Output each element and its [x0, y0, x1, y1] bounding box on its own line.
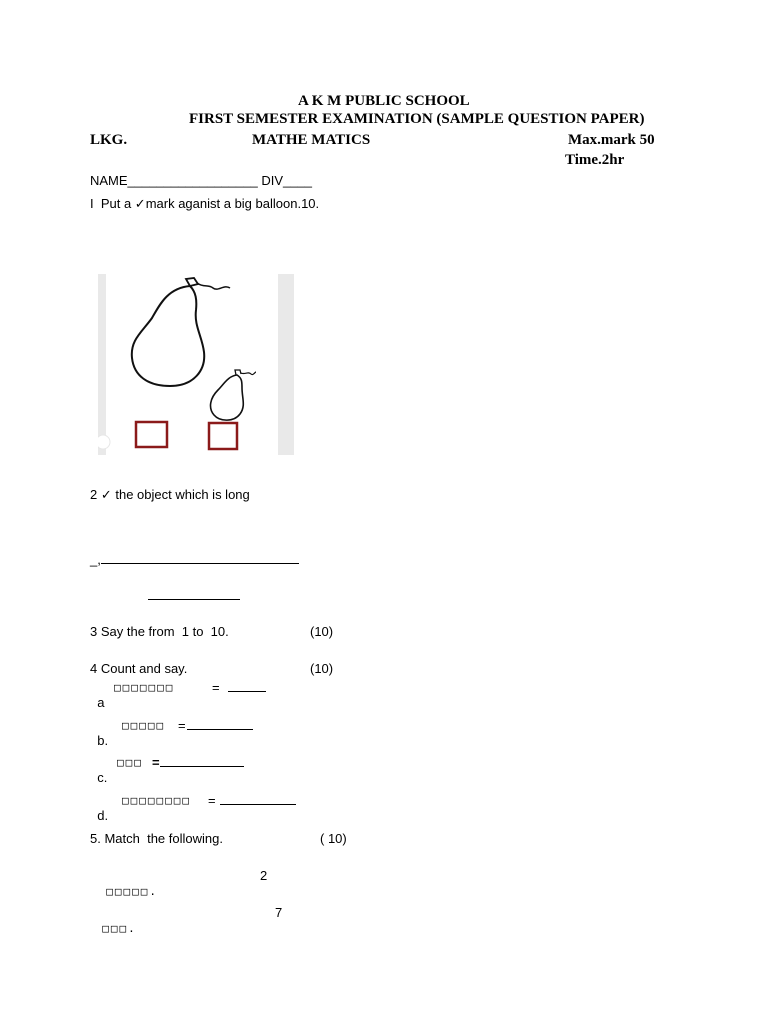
- equals-sign: =: [178, 718, 186, 733]
- time-label: Time.2hr: [565, 152, 625, 168]
- question-5-marks: ( 10): [320, 831, 347, 846]
- item-label: c.: [97, 770, 108, 785]
- question-2-answer-line-1: [90, 552, 299, 567]
- item-label: d.: [97, 808, 109, 823]
- match-left-item: □□□.: [102, 922, 137, 935]
- question-2-text: 2 ✓ the object which is long: [90, 487, 250, 502]
- equals-sign: =: [212, 680, 220, 695]
- right-side-panel: [278, 274, 294, 455]
- question-1-text: I Put a ✓mark aganist a big balloon.10.: [90, 196, 320, 211]
- answer-line-prefix: _,: [90, 552, 101, 567]
- match-right-item: 7: [275, 905, 283, 920]
- question-2-answer-line-2: [148, 588, 240, 600]
- balloon-illustration: [98, 274, 294, 455]
- question-3-text: 3 Say the from 1 to 10.: [90, 624, 229, 639]
- school-name: A K M PUBLIC SCHOOL: [298, 93, 470, 109]
- question-4-text: 4 Count and say.: [90, 661, 188, 676]
- placeholder-glyphs: □□□□□: [122, 719, 166, 732]
- question-3-marks: (10): [310, 624, 334, 639]
- answer-underline: [101, 552, 299, 564]
- div-field-label: DIV____: [261, 173, 312, 188]
- placeholder-glyphs: □□□□□□□□: [122, 794, 191, 807]
- placeholder-glyphs: □□□: [117, 756, 143, 769]
- exam-title: FIRST SEMESTER EXAMINATION (SAMPLE QUESTION PAPER): [189, 111, 645, 127]
- question-4-marks: (10): [310, 661, 334, 676]
- answer-underline: [228, 680, 266, 692]
- placeholder-glyphs: □□□□□□□: [114, 681, 175, 694]
- answer-underline: [187, 718, 253, 730]
- name-field-label: NAME__________________: [90, 173, 258, 188]
- subject-label: MATHE MATICS: [252, 132, 371, 148]
- question-5-text: 5. Match the following.: [90, 831, 223, 846]
- balloon-image: [90, 256, 286, 437]
- answer-underline: [160, 755, 244, 767]
- left-side-panel: [98, 274, 106, 455]
- student-info-row: [90, 173, 312, 188]
- item-label: b.: [97, 733, 109, 748]
- equals-sign: =: [208, 793, 216, 808]
- answer-underline: [220, 793, 296, 805]
- item-label: a: [97, 695, 105, 710]
- class-label: LKG.: [90, 132, 128, 148]
- match-left-item: □□□□□.: [106, 885, 158, 898]
- match-row-2: [95, 905, 283, 950]
- max-mark-label: Max.mark 50: [568, 132, 655, 148]
- match-right-item: 2: [260, 868, 268, 883]
- equals-sign: =: [152, 755, 160, 770]
